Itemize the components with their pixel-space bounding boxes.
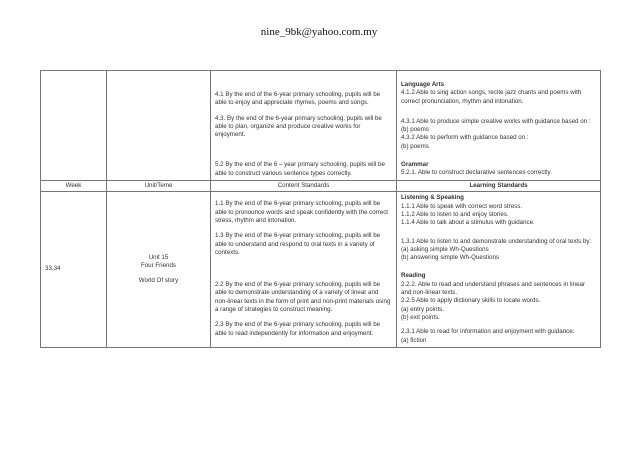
table-row xyxy=(41,71,601,181)
learning-standard-text: (a) entry points. xyxy=(401,305,444,313)
learning-standard-text: 1.1.4 Able to talk about a stimulus with guidance. xyxy=(401,219,535,227)
column-header-row xyxy=(41,181,601,192)
section-heading: Listening & Speaking xyxy=(401,194,464,202)
content-standard-text: 1.3 By the end of the 6-year primary schooling, pupils will be able to understand and respond to oral texts in a variety of contexts. xyxy=(215,232,381,256)
content-standard-text: 2.2 By the end of the 6-year primary schooling, pupils will be able to demonstrate understanding of a variety of linear and non-linear texts in the form of print and non-print materials using a range of strategies to construct meaning. xyxy=(215,281,391,314)
section-heading: Language Arts xyxy=(401,81,445,88)
learning-standard-text: 1.1.2 Able to listen to and enjoy stories. xyxy=(401,210,509,218)
content-standards-cell xyxy=(211,71,397,181)
learning-standard-text: 2.2.5 Able to apply dictionary skills to locate words. xyxy=(401,297,541,305)
content-standard-text: 1.1 By the end of the 6-year primary schooling, pupils will be able to pronounce words and speak confidently with the correct stress, rhythm and intonation. xyxy=(215,200,389,224)
learning-standard-text: 1.1.1 Able to speak with correct word stress. xyxy=(401,202,523,210)
learning-standard-text: 1.3.1 Able to listen to and demonstrate understanding of oral texts by: xyxy=(401,237,592,245)
learning-standard-text: 5.2.1. Able to construct declarative sentences correctly. xyxy=(401,169,552,177)
content-standard-text: 5.2 By the end of the 6 – year primary schooling, pupils will be able to construct various sentence types correctly. xyxy=(215,161,385,177)
learning-standard-text: (b) exit points. xyxy=(401,313,440,321)
content-standard-text: 2.3 By the end of the 6-year primary schooling, pupils will be able to read independently for information and enjoyment. xyxy=(215,321,381,337)
week-cell-empty xyxy=(41,71,107,181)
learning-standards-cell xyxy=(397,71,601,181)
standards-table xyxy=(40,70,601,348)
learning-standard-text: 4.3.2 Able to perform with guidance based on : xyxy=(401,134,529,142)
unit-cell-empty xyxy=(107,71,211,181)
learning-standards-cell xyxy=(397,192,601,347)
content-standard-text: 4.3. By the end of the 6-year primary schooling, pupils will be able to plan, organize and produce creative works for enjoyment. xyxy=(215,114,382,139)
learning-standard-text: (a) fiction xyxy=(401,336,427,344)
learning-standard-text: 2.3.1 Able to read for information and enjoyment with guidance: xyxy=(401,328,575,336)
week-cell: 33,34 xyxy=(41,192,107,347)
unit-theme: World Of story xyxy=(138,276,179,284)
learning-standard-text: 4.3.1 Able to produce simple creative works with guidance based on : xyxy=(401,117,591,125)
content-standards-cell xyxy=(211,192,397,347)
column-header-unit: Unit/Teme xyxy=(107,181,211,192)
column-header-content: Content Standards xyxy=(211,181,397,192)
content-standard-text: 4.1 By the end of the 6-year primary schooling, pupils will be able to enjoy and appreciate rhymes, poems and songs. xyxy=(215,91,381,107)
unit-number: Unit 15 xyxy=(148,254,169,262)
learning-standard-text: 2.2.2. Able to read and understand phrases and sentences in linear and non-linear texts. xyxy=(401,280,586,297)
section-heading: Reading xyxy=(401,272,426,280)
learning-standard-text: (b) poems xyxy=(401,142,429,150)
column-header-learning: Learning Standards xyxy=(397,181,601,192)
learning-standard-text: (b) poems xyxy=(401,126,429,134)
table-row xyxy=(41,192,601,347)
learning-standard-text: 4.1.2 Able to sing action songs, recite jazz chants and poems with correct pronunciation, rhythm and intonation. xyxy=(401,89,582,105)
unit-title: Four Friends xyxy=(140,262,177,270)
header-email: nine_9bk@yahoo.com.my xyxy=(260,26,378,38)
section-heading: Grammar xyxy=(401,161,429,169)
unit-cell xyxy=(107,192,211,347)
learning-standard-text: (b) answering simple Wh-Questions xyxy=(401,254,500,262)
column-header-week: Week xyxy=(41,181,107,192)
learning-standard-text: (a) asking simple Wh-Questions xyxy=(401,245,489,253)
